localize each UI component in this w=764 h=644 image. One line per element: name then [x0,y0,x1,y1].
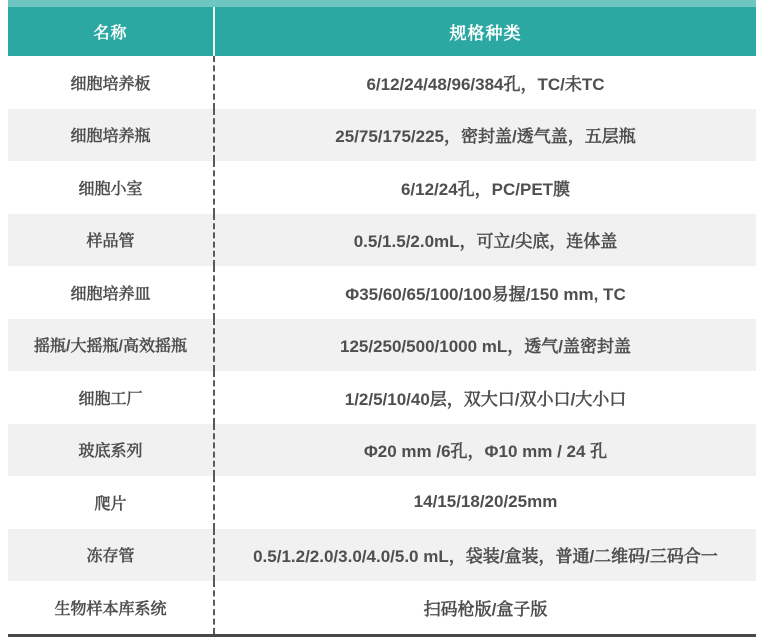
header-name-column: 名称 [93,25,128,42]
row-name: 生物样本库系统 [54,600,167,618]
table-row [8,581,756,634]
row-spec: 6/12/24孔，PC/PET膜 [213,161,756,214]
row-name: 细胞培养板 [70,75,151,93]
table-bottom-border [8,634,756,637]
row-name: 细胞培养瓶 [70,128,151,146]
row-name: 冻存管 [86,548,135,566]
table-row [8,266,756,319]
row-name: 样品管 [86,233,135,251]
table-top-border [8,0,756,7]
row-spec: Φ20 mm /6孔，Φ10 mm / 24 孔 [213,424,756,477]
row-spec: Φ35/60/65/100/100易握/150 mm, TC [213,266,756,319]
row-name: 玻底系列 [78,443,143,461]
table-row [8,161,756,214]
row-spec: 扫码枪版/盒子版 [213,581,756,634]
row-name: 摇瓶/大摇瓶/高效摇瓶 [34,338,187,356]
table-row [8,371,756,424]
table-row [8,319,756,372]
row-spec: 1/2/5/10/40层，双大口/双小口/大小口 [213,371,756,424]
table-body [8,56,756,634]
row-name: 细胞工厂 [78,390,143,408]
table-row [8,424,756,477]
table-row [8,529,756,582]
row-spec: 125/250/500/1000 mL，透气/盖密封盖 [213,319,756,372]
row-spec: 0.5/1.2/2.0/3.0/4.0/5.0 mL，袋装/盒装，普通/二维码/三码合一 [213,529,756,582]
header-spec-column: 规格种类 [213,7,756,56]
table-row [8,214,756,267]
table-row [8,109,756,162]
table-row [8,476,756,529]
row-spec: 6/12/24/48/96/384孔，TC/未TC [213,56,756,109]
row-name: 细胞小室 [78,180,143,198]
row-spec: 0.5/1.5/2.0mL，可立/尖底，连体盖 [213,214,756,267]
table-header [8,7,756,56]
row-spec: 14/15/18/20/25mm [213,476,756,529]
table-row [8,56,756,109]
spec-table [8,0,756,637]
row-spec: 25/75/175/225，密封盖/透气盖，五层瓶 [213,109,756,162]
row-name: 细胞培养皿 [70,285,151,303]
row-name: 爬片 [94,495,127,513]
